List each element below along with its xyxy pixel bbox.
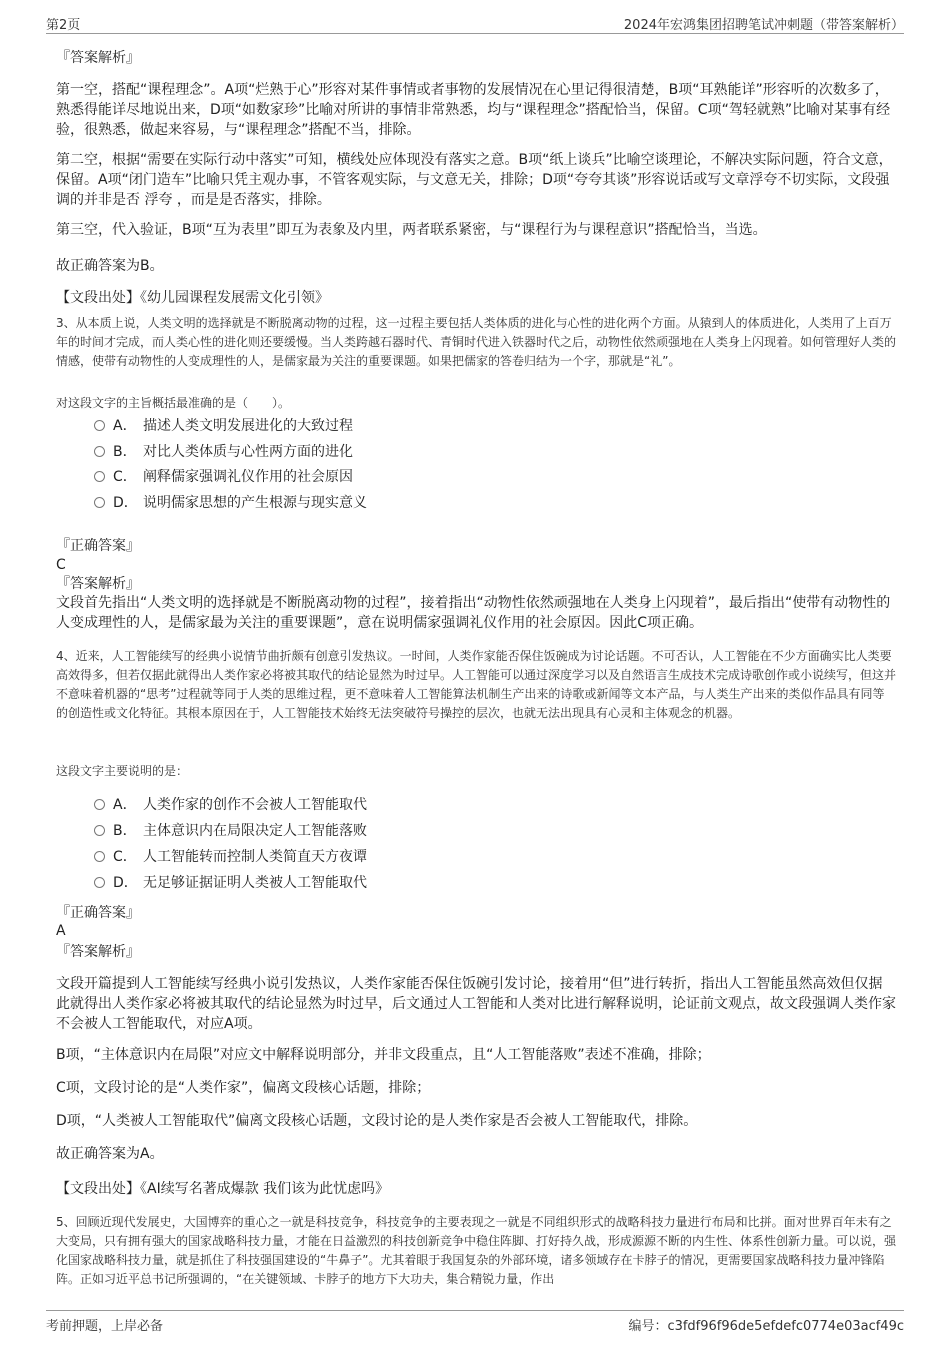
q3-answer: C bbox=[56, 557, 66, 573]
footer-slogan: 考前押题，上岸必备 bbox=[46, 1319, 164, 1334]
q4-analysis-p1: 文段开篇提到人工智能续写经典小说引发热议，人类作家能否保住饭碗引发讨论，接着用“但”进行转折，指出人工智能虽然高效但仅据此就得出人类作家必将被其取代的结论显然为时过早，后文通过人工智能和人类对比进行解释说明，论证前文观点，故文段强调人类作家不会被人工智能取代，对应A项。 bbox=[56, 976, 896, 1032]
radio-icon[interactable] bbox=[94, 471, 105, 482]
q2-source: 【文段出处】《幼儿园课程发展需文化引领》 bbox=[56, 290, 329, 306]
radio-icon[interactable] bbox=[94, 877, 105, 888]
q2-analysis-p1: 第一空，搭配“课程理念”。A项“烂熟于心”形容对某件事情或者事物的发展情况在心里记得很清楚，B项“耳熟能详”形容听的次数多了，熟悉得能详尽地说出来，D项“如数家珍”比喻对所讲的事情非常熟悉，均与“课程理念”搭配恰当，保留。C项“驾轻就熟”比喻对某事有经验，很熟悉，做起来容易，与“课程理念”搭配不当，排除。 bbox=[56, 82, 891, 138]
q4-conclusion: 故正确答案为A。 bbox=[56, 1146, 164, 1162]
q4-option-b[interactable]: B． 主体意识内在局限决定人工智能落败 bbox=[94, 821, 367, 841]
q4-analysis-p2: B项，“主体意识内在局限”对应文中解释说明部分，并非文段重点，且“人工智能落败”表述不准确，排除； bbox=[56, 1047, 711, 1063]
q5-stem: 5、回顾近现代发展史，大国博弈的重心之一就是科技竞争，科技竞争的主要表现之一就是不同组织形式的战略科技力量进行布局和比拼。面对世界百年未有之大变局，只有拥有强大的国家战略科技力量，才能在日益激烈的科技创新竞争中稳住阵脚、打好持久战，形成源源不断的内生性、体系性创新力量。可以说，强化国家战略科技力量，就是抓住了科技强国建设的“牛鼻子”。尤其着眼于我国复杂的外部环境，诸多领域存在卡脖子的情况，更需要国家战略科技力量冲锋陷阵。正如习近平总书记所强调的，“在关键领域、卡脖子的地方下大功夫，集合精锐力量，作出 bbox=[56, 1215, 897, 1286]
q3-option-b[interactable]: B． 对比人类体质与心性两方面的进化 bbox=[94, 442, 353, 462]
document-title: 2024年宏鸿集团招聘笔试冲刺题（带答案解析） bbox=[623, 18, 904, 33]
radio-icon[interactable] bbox=[94, 420, 105, 431]
page-header bbox=[46, 14, 904, 32]
q4-answer: A bbox=[56, 923, 66, 939]
radio-icon[interactable] bbox=[94, 851, 105, 862]
q4-source: 【文段出处】《AI续写名著成爆款 我们该为此忧虑吗》 bbox=[56, 1181, 390, 1197]
q4-option-d[interactable]: D． 无足够证据证明人类被人工智能取代 bbox=[94, 873, 367, 893]
q4-option-a[interactable]: A． 人类作家的创作不会被人工智能取代 bbox=[94, 795, 367, 815]
q3-answer-label: 『正确答案』 bbox=[56, 538, 140, 554]
q3-option-c[interactable]: C． 阐释儒家强调礼仪作用的社会原因 bbox=[94, 467, 353, 487]
header-divider bbox=[46, 33, 904, 34]
q2-analysis-label: 『答案解析』 bbox=[56, 50, 140, 66]
q3-analysis-label: 『答案解析』 bbox=[56, 576, 140, 592]
q2-analysis-p2: 第二空，根据“需要在实际行动中落实”可知，横线处应体现没有落实之意。B项“纸上谈兵”比喻空谈理论，不解决实际问题，符合文意，保留。A项“闭门造车”比喻只凭主观办事，不管客观实际，与文意无关，排除；D项“夸夸其谈”形容说话或写文章浮夸不切实际，文段强调的并非是否 浮夸 ，而是是否落实，排除。 bbox=[56, 152, 893, 208]
q4-stem: 4、近来，人工智能续写的经典小说情节曲折颇有创意引发热议。一时间，人类作家能否保住饭碗成为讨论话题。不可否认，人工智能在不少方面确实比人类要高效得多，但若仅据此就得出人类作家必将被其取代的结论显然为时过早。人工智能可以通过深度学习以及自然语言生成技术完成诗歌创作或小说续写，但这并不意味着机器的“思考”过程就等同于人类的思维过程，更不意味着人工智能算法机制生产出来的诗歌或新闻等文本产品，与人类生产出来的类似作品具有同等的创造性或文化特征。其根本原因在于，人工智能技术始终无法突破符号操控的层次，也就无法出现具有心灵和主体观念的机器。 bbox=[56, 649, 897, 720]
page-number: 第2页 bbox=[46, 18, 81, 33]
radio-icon[interactable] bbox=[94, 799, 105, 810]
q4-analysis-p4: D项，“人类被人工智能取代”偏离文段核心话题，文段讨论的是人类作家是否会被人工智能取代，排除。 bbox=[56, 1113, 698, 1129]
q2-analysis-p3: 第三空，代入验证，B项“互为表里”即互为表象及内里，两者联系紧密，与“课程行为与课程意识”搭配恰当，当选。 bbox=[56, 222, 767, 238]
q3-analysis: 文段首先指出“人类文明的选择就是不断脱离动物的过程”，接着指出“动物性依然顽强地在人类身上闪现着”，最后指出“使带有动物性的人变成理性的人，是儒家最为关注的重要课题”，意在说明儒家强调礼仪作用的社会原因。因此C项正确。 bbox=[56, 595, 891, 631]
radio-icon[interactable] bbox=[94, 497, 105, 508]
document-id: 编号：c3fdf96f96de5efdefc0774e03acf49c bbox=[628, 1319, 904, 1334]
q4-analysis-label: 『答案解析』 bbox=[56, 944, 140, 960]
q3-question: 对这段文字的主旨概括最准确的是（ ）。 bbox=[56, 396, 291, 410]
q3-option-a[interactable]: A． 描述人类文明发展进化的大致过程 bbox=[94, 416, 353, 436]
q4-answer-label: 『正确答案』 bbox=[56, 905, 140, 921]
q4-question: 这段文字主要说明的是： bbox=[56, 764, 189, 778]
q4-analysis-p3: C项，文段讨论的是“人类作家”，偏离文段核心话题，排除； bbox=[56, 1080, 431, 1096]
radio-icon[interactable] bbox=[94, 446, 105, 457]
q3-option-d[interactable]: D． 说明儒家思想的产生根源与现实意义 bbox=[94, 493, 367, 513]
q2-conclusion: 故正确答案为B。 bbox=[56, 258, 164, 274]
q4-option-c[interactable]: C． 人工智能转而控制人类简直天方夜谭 bbox=[94, 847, 367, 867]
page-footer bbox=[46, 1315, 904, 1333]
footer-divider bbox=[46, 1310, 904, 1311]
radio-icon[interactable] bbox=[94, 825, 105, 836]
q3-stem: 3、从本质上说，人类文明的选择就是不断脱离动物的过程，这一过程主要包括人类体质的进化与心性的进化两个方面。从猿到人的体质进化，人类用了上百万年的时间才完成，而人类心性的进化则还要缓慢。当人类跨越石器时代、青铜时代进入铁器时代之后，动物性依然顽强地在人类身上闪现着。如何管理好人类的情感，使带有动物性的人变成理性的人，是儒家最为关注的重要课题。如果把儒家的答卷归结为一个字，那就是“礼”。 bbox=[56, 316, 897, 368]
